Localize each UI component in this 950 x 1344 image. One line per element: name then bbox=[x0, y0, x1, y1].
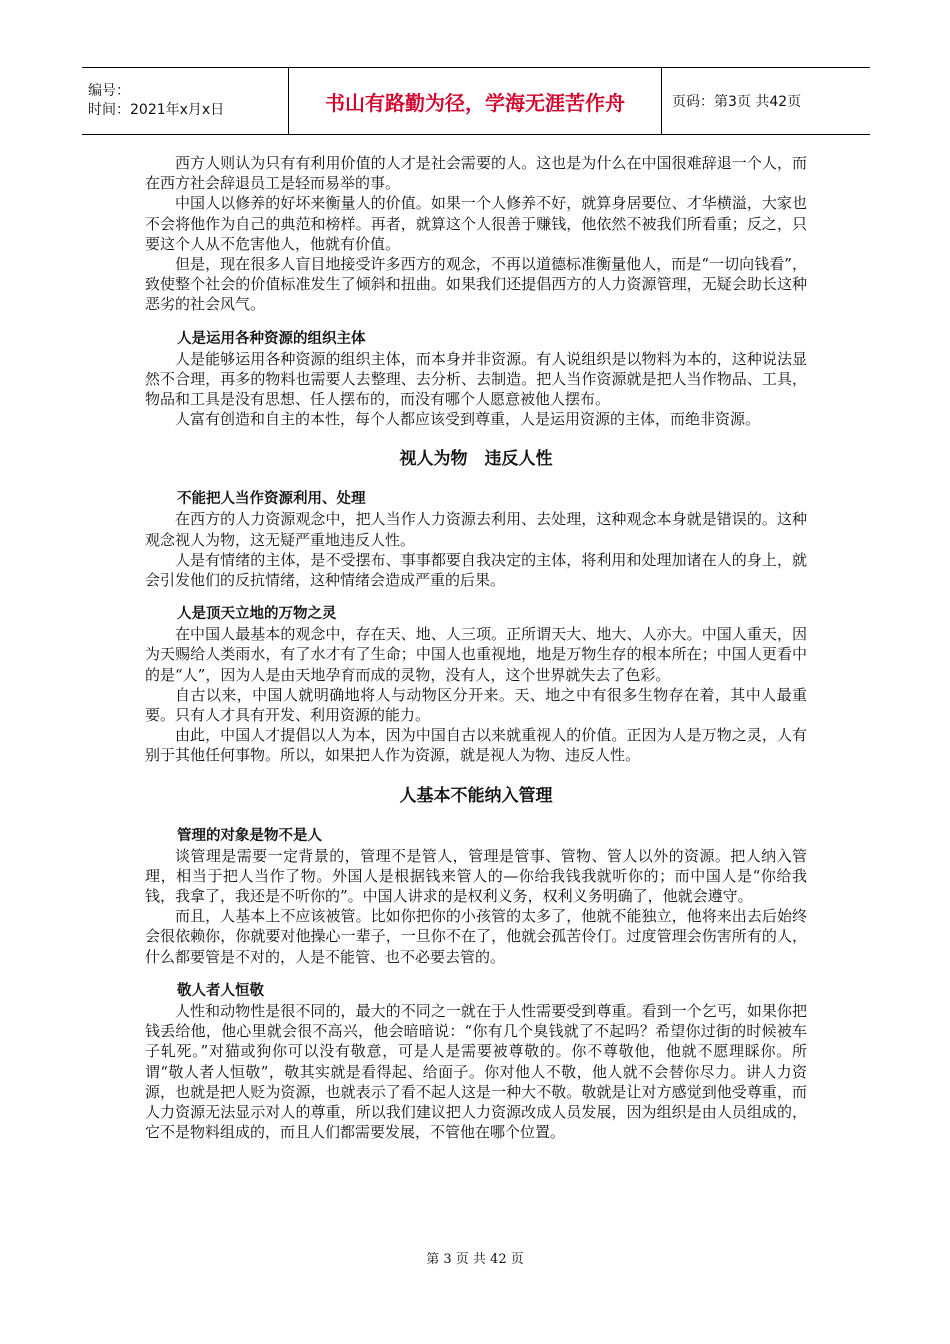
body-paragraph: 人是有情绪的主体，是不受摆布、事事都要自我决定的主体，将利用和处理加诸在人的身上，就会引发他们的反抗情绪，这种情绪会造成严重的后果。 bbox=[145, 550, 807, 590]
body-paragraph: 人是能够运用各种资源的组织主体，而本身并非资源。有人说组织是以物料为本的，这种说法显然不合理，再多的物料也需要人去整理、去分析、去制造。把人当作资源就是把人当作物品、工具，物品和工具是没有思想、任人摆布的，而没有哪个人愿意被他人摆布。 bbox=[145, 349, 807, 409]
document-body bbox=[145, 153, 807, 1142]
body-paragraph: 但是，现在很多人盲目地接受许多西方的观念，不再以道德标准衡量他人，而是“一切向钱看”，致使整个社会的价值标准发生了倾斜和扭曲。如果我们还提倡西方的人力资源管理，无疑会助长这种恶劣的社会风气。 bbox=[145, 255, 807, 314]
body-paragraph: 西方人则认为只有有利用价值的人才是社会需要的人。这也是为什么在中国很难辞退一个人，而在西方社会辞退员工是轻而易举的事。 bbox=[145, 154, 807, 193]
body-paragraph: 而且，人基本上不应该被管。比如你把你的小孩管的太多了，他就不能独立，他将来出去后始终会很依赖你，你就要对他操心一辈子，一旦你不在了，他就会孤苦伶仃。过度管理会伤害所有的人，什么都要管是不对的，人是不能管、也不必要去管的。 bbox=[145, 907, 807, 966]
subheading: 不能把人当作资源利用、处理 bbox=[177, 491, 366, 508]
body-paragraph: 由此，中国人才提倡以人为本，因为中国自古以来就重视人的价值。正因为人是万物之灵，人有别于其他任何事物。所以，如果把人作为资源，就是视人为物、违反人性。 bbox=[145, 726, 807, 765]
body-paragraph: 谈管理是需要一定背景的，管理不是管人，管理是管事、管物、管人以外的资源。把人纳入管理，相当于把人当作了物。外国人是根据钱来管人的—你给我钱我就听你的；而中国人是“你给我钱，我拿了，我还是不听你的”。中国人讲求的是权利义务，权利义务明确了，他就会遵守。 bbox=[145, 846, 807, 906]
body-paragraph: 在西方的人力资源观念中，把人当作人力资源去利用、去处理，这种观念本身就是错误的。这种观念视人为物，这无疑严重地违反人性。 bbox=[145, 510, 807, 549]
body-paragraph: 人性和动物性是很不同的，最大的不同之一就在于人性需要受到尊重。看到一个乞丐，如果你把钱丢给他，他心里就会很不高兴，他会暗暗说：“你有几个臭钱就了不起吗？希望你过街的时候被车子轧死。”对猫或狗你可以没有敬意，可是人是需要被尊敬的。你不尊敬他，他就不愿理睬你。所谓“敬人者人恒敬”，敬其实就是看得起、给面子。你对他人不敬，他人就不会替你尽力。讲人力资源，也就是把人贬为资源，也就表示了看不起人这是一种大不敬。敬就是让对方感觉到他受尊重，而人力资源无法显示对人的尊重，所以我们建议把人力资源改成人员发展，因为组织是由人员组成的，它不是物料组成的，而且人们都需要发展，不管他在哪个位置。 bbox=[145, 1001, 807, 1142]
page-footer: 第 3 页 共 42 页 bbox=[426, 1252, 524, 1267]
page-header bbox=[82, 67, 870, 135]
section-title: 视人为物 违反人性 bbox=[399, 449, 553, 470]
header-meta bbox=[82, 68, 289, 135]
subheading: 管理的对象是物不是人 bbox=[177, 827, 322, 844]
header-time-label: 时间：2021年x月x日 bbox=[88, 102, 225, 118]
section-title: 人基本不能纳入管理 bbox=[399, 785, 553, 806]
body-paragraph: 在中国人最基本的观念中，存在天、地、人三项。正所谓天大、地大、人亦大。中国人重天，因为天赐给人类雨水，有了水才有了生命；中国人也重视地，地是万物生存的根本所在；中国人更看中的是“人”，因为人是由天地孕育而成的灵物，没有人，这个世界就失去了色彩。 bbox=[145, 625, 807, 684]
header-motto: 书山有路勤为径，学海无涯苦作舟 bbox=[289, 68, 662, 135]
subheading: 人是顶天立地的万物之灵 bbox=[177, 606, 337, 623]
body-paragraph: 中国人以修养的好坏来衡量人的价值。如果一个人修养不好，就算身居要位、才华横溢，大家也不会将他作为自己的典范和榜样。再者，就算这个人很善于赚钱，他依然不被我们所看重；反之，只要这个人从不危害他人，他就有价值。 bbox=[145, 194, 807, 253]
header-page-label: 页码：第3页 共42页 bbox=[662, 68, 871, 135]
header-number-label: 编号： bbox=[88, 83, 130, 99]
body-paragraph: 自古以来，中国人就明确地将人与动物区分开来。天、地之中有很多生物存在着，其中人最重要。只有人才具有开发、利用资源的能力。 bbox=[145, 685, 807, 725]
subheading: 人是运用各种资源的组织主体 bbox=[177, 330, 366, 347]
body-paragraph: 人富有创造和自主的本性，每个人都应该受到尊重，人是运用资源的主体，而绝非资源。 bbox=[175, 410, 761, 429]
subheading: 敬人者人恒敬 bbox=[177, 982, 264, 999]
